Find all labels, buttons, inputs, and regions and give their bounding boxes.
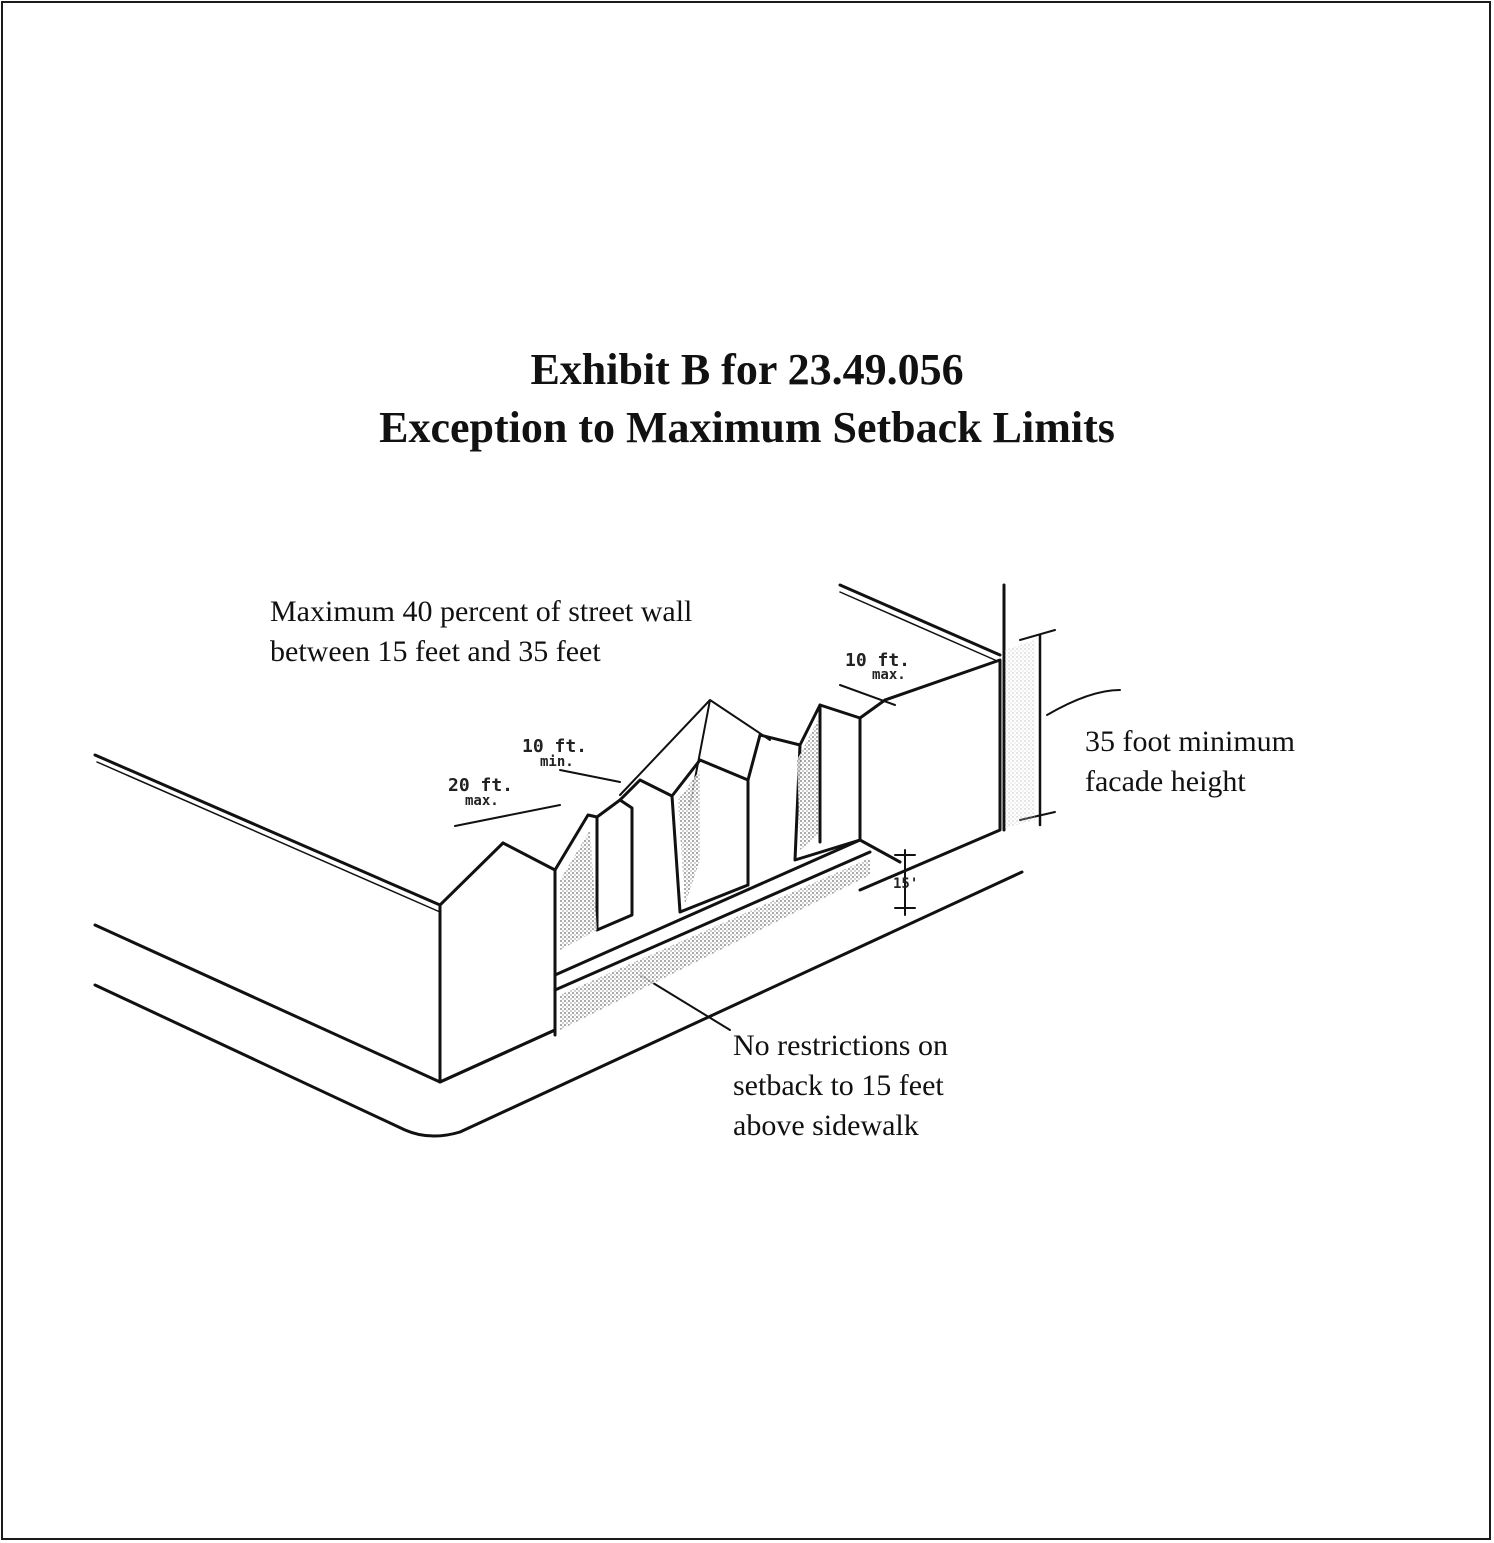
dim-10ft-min-qualifier: min. xyxy=(540,754,574,770)
max-percent-note xyxy=(270,592,692,672)
sidewalk-edge-top xyxy=(95,925,555,1082)
facade-height-note xyxy=(1085,722,1295,802)
exhibit-subtitle: Exception to Maximum Setback Limits xyxy=(379,403,1115,452)
max-percent-line-2: between 15 feet and 35 feet xyxy=(270,635,601,668)
dim-10ft-min-value: 10 ft. xyxy=(522,736,588,757)
no-restrictions-line-3: above sidewalk xyxy=(733,1109,919,1142)
dim-15-feet: 15' xyxy=(893,876,919,892)
dim-20ft-max-qualifier: max. xyxy=(465,793,499,809)
dim-10ft-max-qualifier: max. xyxy=(872,667,906,683)
max-percent-line-1: Maximum 40 percent of street wall xyxy=(270,595,693,628)
no-restrictions-line-1: No restrictions on xyxy=(733,1029,948,1062)
dim-20ft-max-value: 20 ft. xyxy=(448,775,514,796)
no-restrictions-note xyxy=(733,1026,948,1146)
right-block xyxy=(860,660,1000,890)
dim-10ft-max-value: 10 ft. xyxy=(845,650,911,671)
left-roof-edge xyxy=(95,755,440,905)
no-restrictions-line-2: setback to 15 feet xyxy=(733,1069,944,1102)
facade-height-line-1: 35 foot minimum xyxy=(1085,725,1295,758)
facade-height-line-2: facade height xyxy=(1085,765,1246,798)
bay-1 xyxy=(503,843,555,1035)
exhibit-title: Exhibit B for 23.49.056 xyxy=(530,345,964,394)
